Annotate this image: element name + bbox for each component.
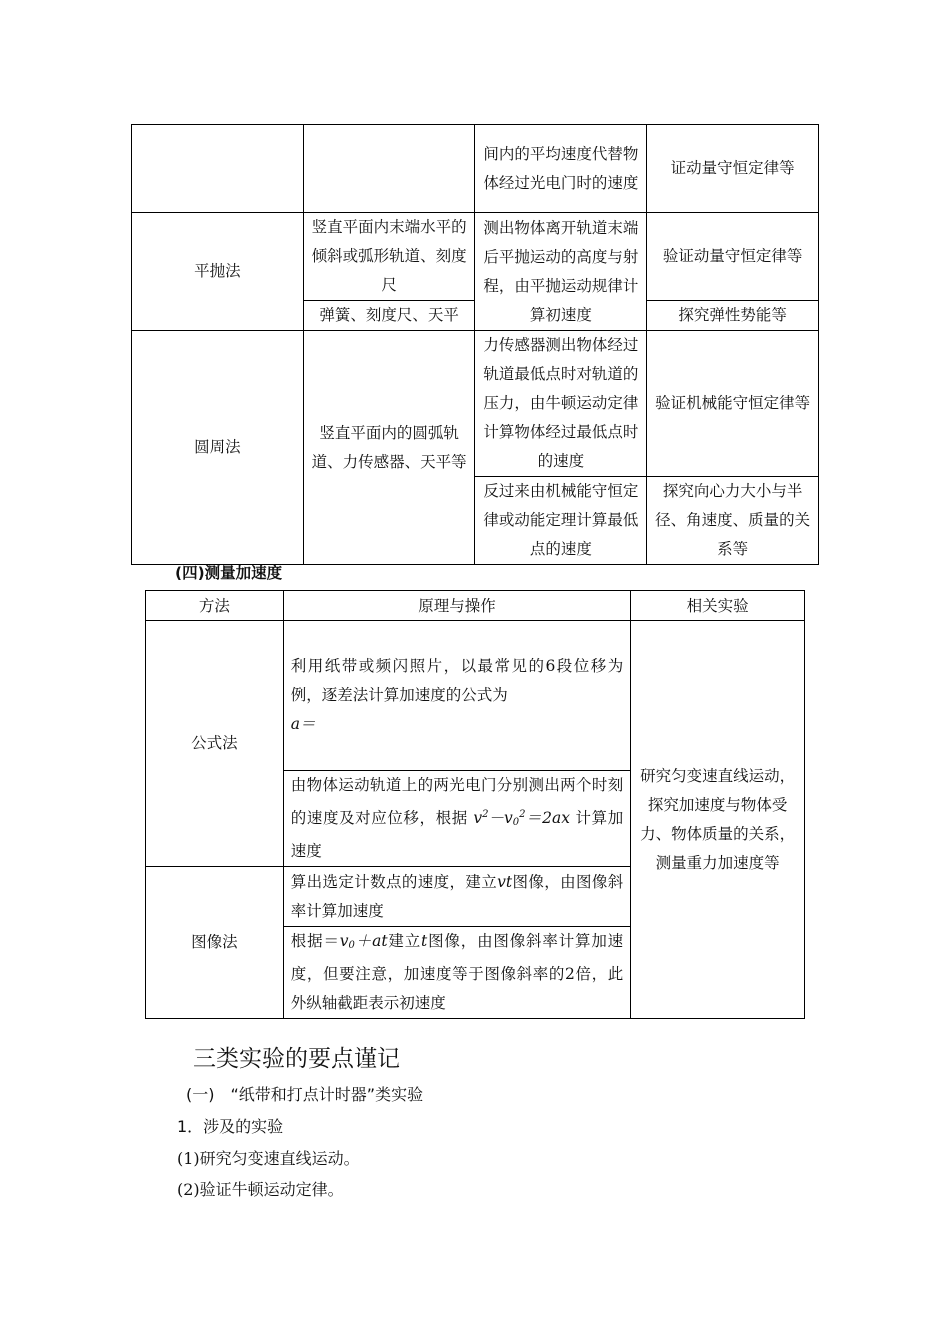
paragraph: (1)研究匀变速直线运动。: [177, 1149, 360, 1168]
table-cell: 竖直平面内末端水平的倾斜或弧形轨道、刻度尺: [303, 213, 475, 301]
table-cell: 弹簧、刻度尺、天平: [303, 301, 475, 331]
cell-text: 建立: [387, 932, 422, 950]
kinematics-formula: $v^2-v_0^2=2ax$: [473, 809, 570, 828]
experiment-methods-table: [131, 124, 819, 565]
heading-item: 1．涉及的实验: [177, 1117, 284, 1136]
column-header: 原理与操作: [283, 591, 630, 621]
cell-text: 根据＝: [290, 932, 340, 950]
table-cell: 反过来由机械能守恒定律或动能定理计算最低点的速度: [475, 477, 647, 565]
table-cell: 测出物体离开轨道末端后平抛运动的高度与射程，由平抛运动规律计算初速度: [475, 213, 647, 331]
cell-text: 图像，由图像斜率计算加速度，但要注意，加速度等于图像斜率的2倍，此外纵轴截距表示初速度: [290, 932, 624, 1012]
table-row: [146, 621, 805, 771]
vt-symbol: vt: [497, 872, 513, 891]
table-cell: 竖直平面内的圆弧轨道、力传感器、天平等: [303, 331, 475, 565]
table-row: [132, 331, 819, 477]
column-header: 相关实验: [631, 591, 805, 621]
related-experiments: 研究匀变速直线运动，探究加速度与物体受力、物体质量的关系，测量重力加速度等: [631, 621, 805, 1019]
table-cell: 间内的平均速度代替物体经过光电门时的速度: [475, 125, 647, 213]
table-cell: 验证机械能守恒定律等: [647, 331, 819, 477]
table-row: [132, 213, 819, 301]
table-cell: [283, 867, 630, 927]
heading-sub: (一) “纸带和打点计时器”类实验: [186, 1085, 424, 1104]
v0-at-formula: $v_0+at$: [339, 932, 388, 951]
table-header-row: [146, 591, 805, 621]
table-cell-empty: [132, 125, 304, 213]
column-header: 方法: [146, 591, 284, 621]
table-cell: [283, 927, 630, 1019]
paragraph: (2)验证牛顿运动定律。: [177, 1180, 344, 1199]
t-symbol: t: [421, 932, 428, 950]
method-pingpao: 平抛法: [132, 213, 304, 331]
table-cell-empty: [303, 125, 475, 213]
formula-op-text: 利用纸带或频闪照片，以最常见的6段位移为例，逐差法计算加速度的公式为: [290, 657, 624, 704]
table-cell: 探究向心力大小与半径、角速度、质量的关系等: [647, 477, 819, 565]
cell-text: 计算加速度: [290, 809, 624, 860]
cell-text: 图像，由图像斜率计算加速度: [290, 872, 624, 920]
heading-main: 三类实验的要点谨记: [193, 1046, 400, 1072]
method-yuanzhou: 圆周法: [132, 331, 304, 565]
acceleration-methods-table: [145, 590, 805, 1019]
table-cell: [283, 771, 630, 867]
table-cell: 验证动量守恒定律等: [647, 213, 819, 301]
formula-a: a＝: [290, 715, 316, 733]
cell-text: 由物体运动轨道上的两光电门分别测出两个时刻的速度及对应位移，根据: [290, 776, 624, 827]
section-title: (四)测量加速度: [175, 564, 283, 582]
table-cell: 探究弹性势能等: [647, 301, 819, 331]
cell-text: 算出选定计数点的速度，建立: [290, 872, 498, 891]
table-cell: [283, 621, 630, 771]
table-row: [132, 125, 819, 213]
method-formula: 公式法: [146, 621, 284, 867]
method-graph: 图像法: [146, 867, 284, 1019]
table-cell: 证动量守恒定律等: [647, 125, 819, 213]
table-cell: 力传感器测出物体经过轨道最低点时对轨道的压力，由牛顿运动定律计算物体经过最低点时的速度: [475, 331, 647, 477]
